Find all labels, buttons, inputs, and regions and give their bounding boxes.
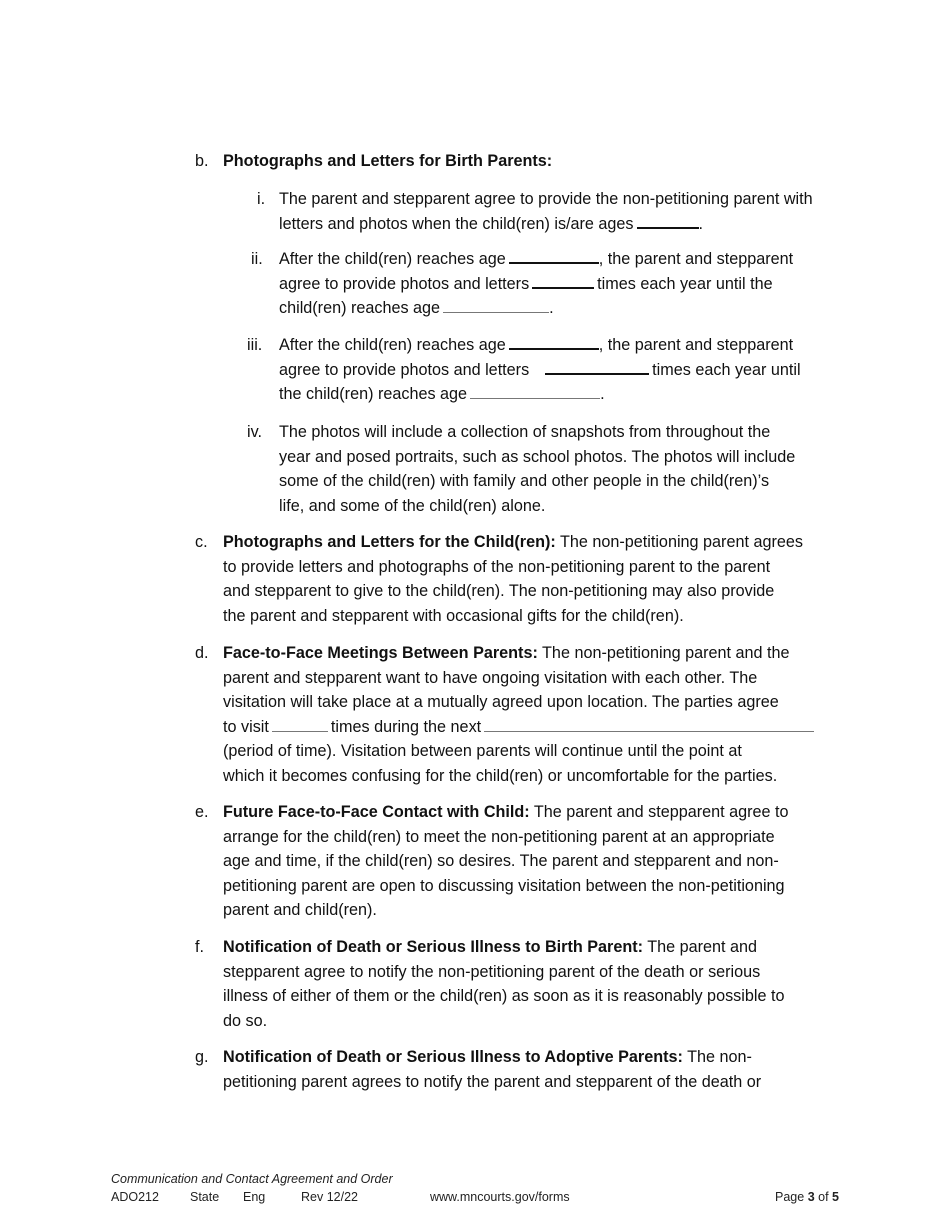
item-b-iv-text: The photos will include a collection of snapshots from throughout the year and posed portraits, such as school photos. The photos will include some of the child(ren) with family and other people in the child(ren)’s life, and some of the child(ren) alone. (279, 423, 796, 515)
footer-lang: Eng (243, 1190, 266, 1204)
footer-page-number: Page 3 of 5 (775, 1190, 839, 1204)
times-per-year-blank[interactable] (532, 272, 594, 289)
times-per-year-blank-2[interactable] (545, 358, 649, 375)
end-age-blank[interactable] (443, 297, 549, 313)
item-b-i-label: i. (257, 190, 266, 208)
item-g-label: g. (195, 1048, 209, 1066)
period-blank[interactable] (484, 716, 814, 732)
end-age-blank-2[interactable] (470, 383, 600, 399)
item-b-heading: Photographs and Letters for Birth Parents: (223, 152, 553, 170)
item-b-i-text: The parent and stepparent agree to provide the non-petitioning parent with letters and photos when the child(ren) is/are ages . (279, 190, 813, 233)
footer-form-title: Communication and Contact Agreement and Order (111, 1172, 393, 1186)
item-d-text: Face-to-Face Meetings Between Parents: The non-petitioning parent and the parent and stepparent want to have ongoing visitation with each other. The visitation will take place at a mutually agreed upon location. The parties agree to visit times during the next (period of time). Visitation between parents will continue until the point at which it becomes confusing for the child(ren) or uncomfortable for the parties. (223, 641, 863, 788)
item-b-iii-text: After the child(ren) reaches age , the parent and stepparent agree to provide photos and letters times each year until the child(ren) reaches age . (279, 333, 879, 407)
start-age-blank[interactable] (509, 247, 599, 264)
footer-revision: Rev 12/22 (301, 1190, 358, 1204)
start-age-blank-2[interactable] (509, 333, 599, 350)
item-f-text: Notification of Death or Serious Illness to Birth Parent: The parent and stepparent agree to notify the non-petitioning parent of the death or serious illness of either of them or the child(ren) as soon as it is reasonably possible to do so. (223, 938, 785, 1030)
item-b-ii-text: After the child(ren) reaches age , the parent and stepparent agree to provide photos and letters times each year until the child(ren) reaches age . (279, 247, 879, 321)
footer-state: State (190, 1190, 220, 1204)
ages-blank[interactable] (637, 212, 699, 229)
footer-form-id: ADO212 (111, 1190, 159, 1204)
item-g-text: Notification of Death or Serious Illness to Adoptive Parents: The non- petitioning parent agrees to notify the parent and stepparent of the death or (223, 1048, 762, 1091)
item-c-label: c. (195, 533, 208, 551)
item-b-label: b. (195, 152, 209, 170)
visit-times-blank[interactable] (272, 716, 328, 732)
item-e-text: Future Face-to-Face Contact with Child: The parent and stepparent agree to arrange for the child(ren) to meet the non-petitioning parent at an appropriate age and time, if the child(ren) so desires. The parent and stepparent and non- petitioning parent are open to discussing visitation between the non-petitioning parent and child(ren). (223, 803, 789, 919)
item-d-label: d. (195, 644, 209, 662)
item-b-iv-label: iv. (247, 423, 262, 441)
item-e-label: e. (195, 803, 209, 821)
item-b-iii-label: iii. (247, 336, 263, 354)
item-b-ii-label: ii. (251, 250, 263, 268)
item-f-label: f. (195, 938, 204, 956)
footer-url[interactable]: www.mncourts.gov/forms (430, 1190, 570, 1204)
item-c-text: Photographs and Letters for the Child(ren): The non-petitioning parent agrees to provide letters and photographs of the non-petitioning parent to the parent and stepparent to give to the child(ren). The non-petitioning may also provide the parent and stepparent with occasional gifts for the child(ren). (223, 533, 803, 625)
